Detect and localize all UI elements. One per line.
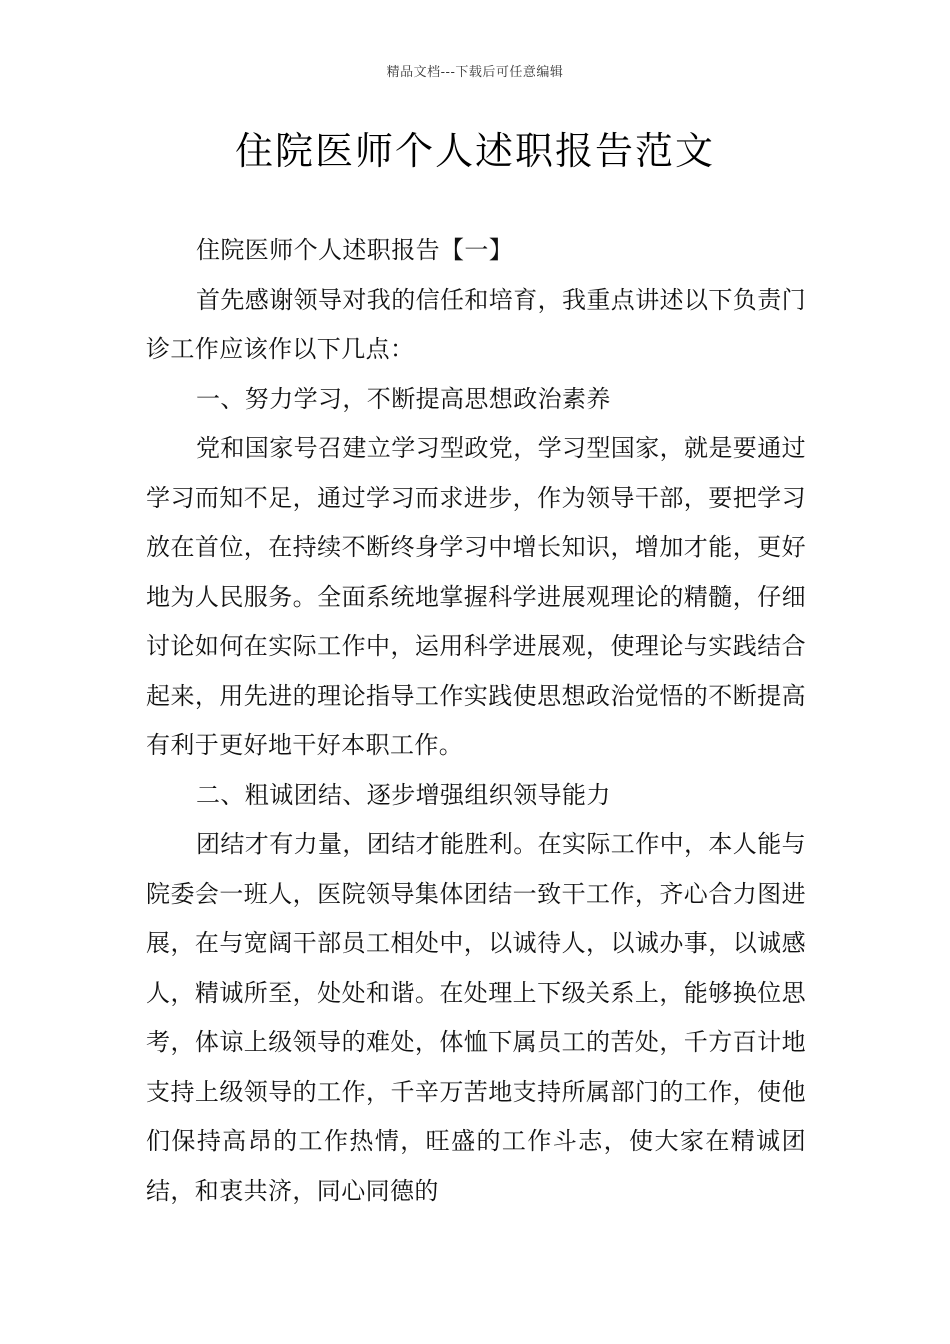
body-paragraph: 党和国家号召建立学习型政党，学习型国家，就是要通过学习而知不足，通过学习而求进步，作为领导干部，要把学习放在首位，在持续不断终身学习中增长知识，增加才能，更好地为人民服务。全面系统地掌握科学进展观理论的精髓，仔细讨论如何在实际工作中，运用科学进展观，使理论与实践结合起来，用先进的理论指导工作实践使思想政治觉悟的不断提高有利于更好地干好本职工作。 (146, 434, 806, 759)
document-body (146, 226, 806, 1216)
section-heading: 一、努力学习，不断提高思想政治素养 (196, 384, 611, 413)
header-note: 精品文档---下载后可任意编辑 (386, 65, 564, 80)
section-subtitle: 住院医师个人述职报告【一】 (196, 236, 514, 264)
body-paragraph: 团结才有力量，团结才能胜利。在实际工作中，本人能与院委会一班人，医院领导集体团结一致干工作，齐心合力图进展，在与宽阔干部员工相处中，以诚待人，以诚办事，以诚感人，精诚所至，处处和谐。在处理上下级关系上，能够换位思考，体谅上级领导的难处，体恤下属员工的苦处，千方百计地支持上级领导的工作，千辛万苦地支持所属部门的工作，使他们保持高昂的工作热情，旺盛的工作斗志，使大家在精诚团结，和衷共济，同心同德的 (146, 830, 806, 1205)
document-title: 住院医师个人述职报告范文 (234, 129, 715, 173)
section-heading: 二、粗诚团结、逐步增强组织领导能力 (196, 780, 611, 809)
body-paragraph: 首先感谢领导对我的信任和培育，我重点讲述以下负责门诊工作应该作以下几点： (146, 285, 806, 363)
